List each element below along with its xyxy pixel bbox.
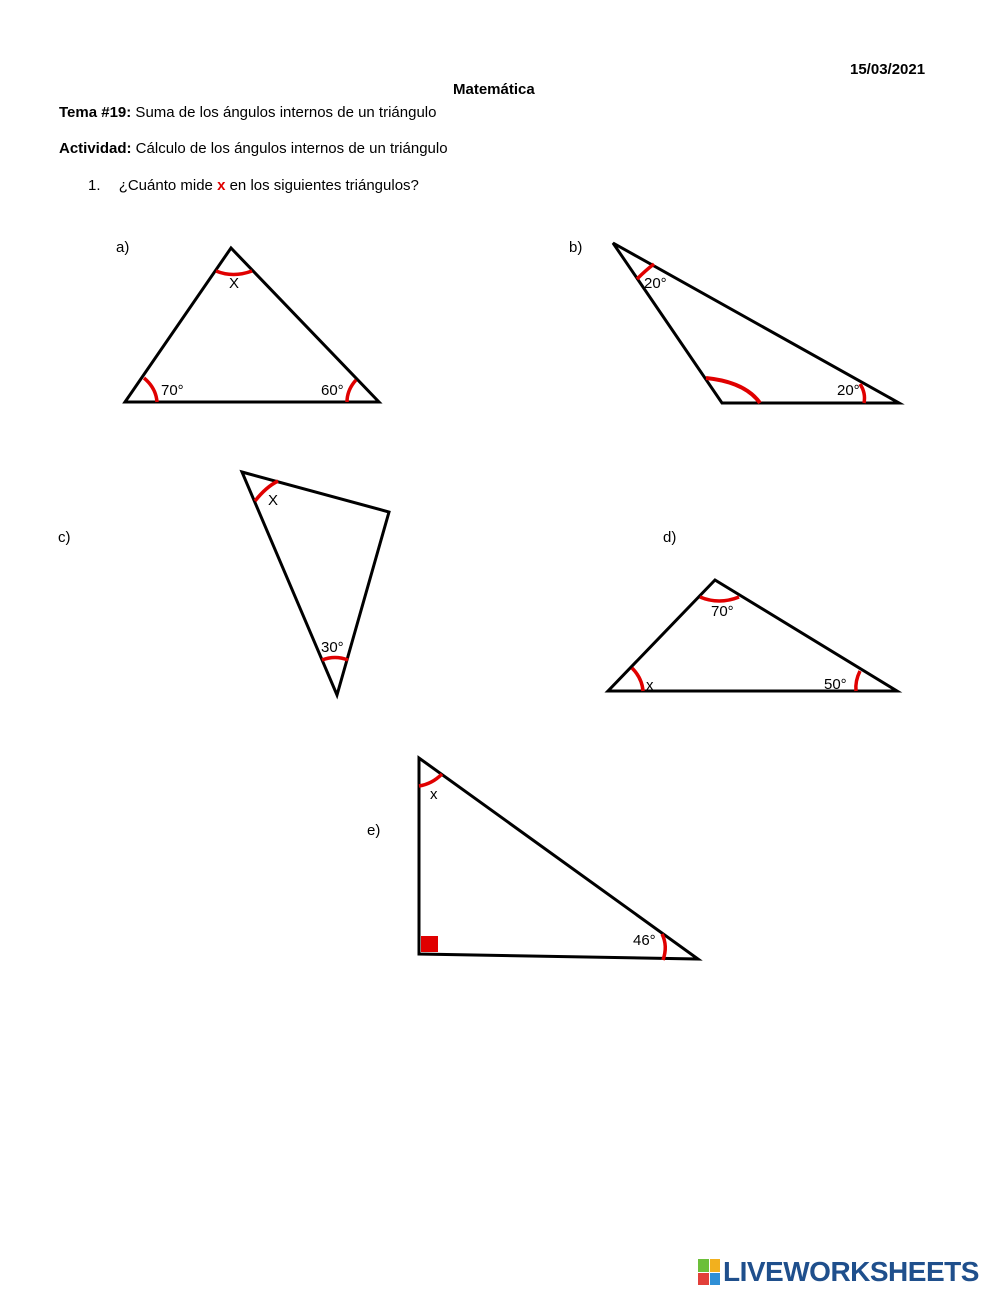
triangle-d-angle-top: 70° — [711, 603, 734, 620]
triangle-c-shape — [242, 472, 389, 695]
triangle-a-angle-top: X — [229, 275, 240, 292]
triangle-c-label: c) — [58, 529, 71, 546]
triangle-e-angle-top: x — [430, 786, 438, 803]
triangle-d-label: d) — [663, 529, 677, 546]
logo-text: LIVEWORKSHEETS — [723, 1256, 979, 1287]
triangle-b-arc-right — [860, 384, 865, 403]
triangle-e — [367, 758, 698, 960]
triangle-b-label: b) — [569, 239, 583, 256]
triangle-e-shape — [419, 758, 698, 959]
triangle-e-arc-top — [419, 774, 442, 786]
triangle-a-arc-left — [144, 378, 157, 402]
triangle-d-arc-right — [856, 671, 860, 691]
triangle-e-angle-right: 46° — [633, 932, 656, 949]
right-angle-marker — [421, 936, 438, 952]
topic-text: Suma de los ángulos internos de un triángulo — [131, 104, 437, 121]
triangle-a-label: a) — [116, 239, 130, 256]
triangle-c-angle-bottom: 30° — [321, 639, 344, 656]
triangle-c-arc-bottom — [322, 658, 348, 661]
triangle-a-arc-top — [216, 271, 252, 275]
question-text-before: ¿Cuánto mide — [118, 177, 218, 194]
triangle-a-angle-left: 70° — [161, 382, 184, 399]
triangle-d-shape — [608, 580, 897, 691]
activity-text: Cálculo de los ángulos internos de un triángulo — [131, 140, 448, 157]
triangle-d-arc-top — [700, 597, 739, 601]
question-number: 1. — [88, 177, 101, 194]
date: 15/03/2021 — [850, 61, 926, 78]
triangle-d-angle-right: 50° — [824, 676, 847, 693]
triangle-b — [569, 239, 899, 403]
triangle-c-angle-top: X — [268, 492, 279, 509]
triangle-a-arc-right — [347, 380, 356, 402]
triangle-e-arc-right — [662, 934, 665, 960]
triangle-b-angle-right: 20° — [837, 382, 860, 399]
logo-mark-icon — [698, 1259, 720, 1285]
triangle-e-label: e) — [367, 822, 381, 839]
triangle-b-shape — [613, 243, 899, 403]
question-text-after: en los siguientes triángulos? — [225, 177, 419, 194]
triangle-b-angle-top: 20° — [644, 275, 667, 292]
activity-label: Actividad: — [59, 140, 132, 157]
triangle-a — [116, 239, 379, 402]
question-variable: x — [217, 177, 226, 194]
triangle-d — [608, 529, 897, 694]
topic-label: Tema #19: — [59, 104, 132, 121]
triangle-c — [58, 472, 389, 695]
liveworksheets-logo — [698, 1256, 979, 1288]
triangle-d-angle-left: x — [646, 677, 654, 694]
triangle-d-arc-left — [632, 668, 643, 691]
subject-title: Matemática — [453, 81, 535, 98]
triangle-a-angle-right: 60° — [321, 382, 344, 399]
